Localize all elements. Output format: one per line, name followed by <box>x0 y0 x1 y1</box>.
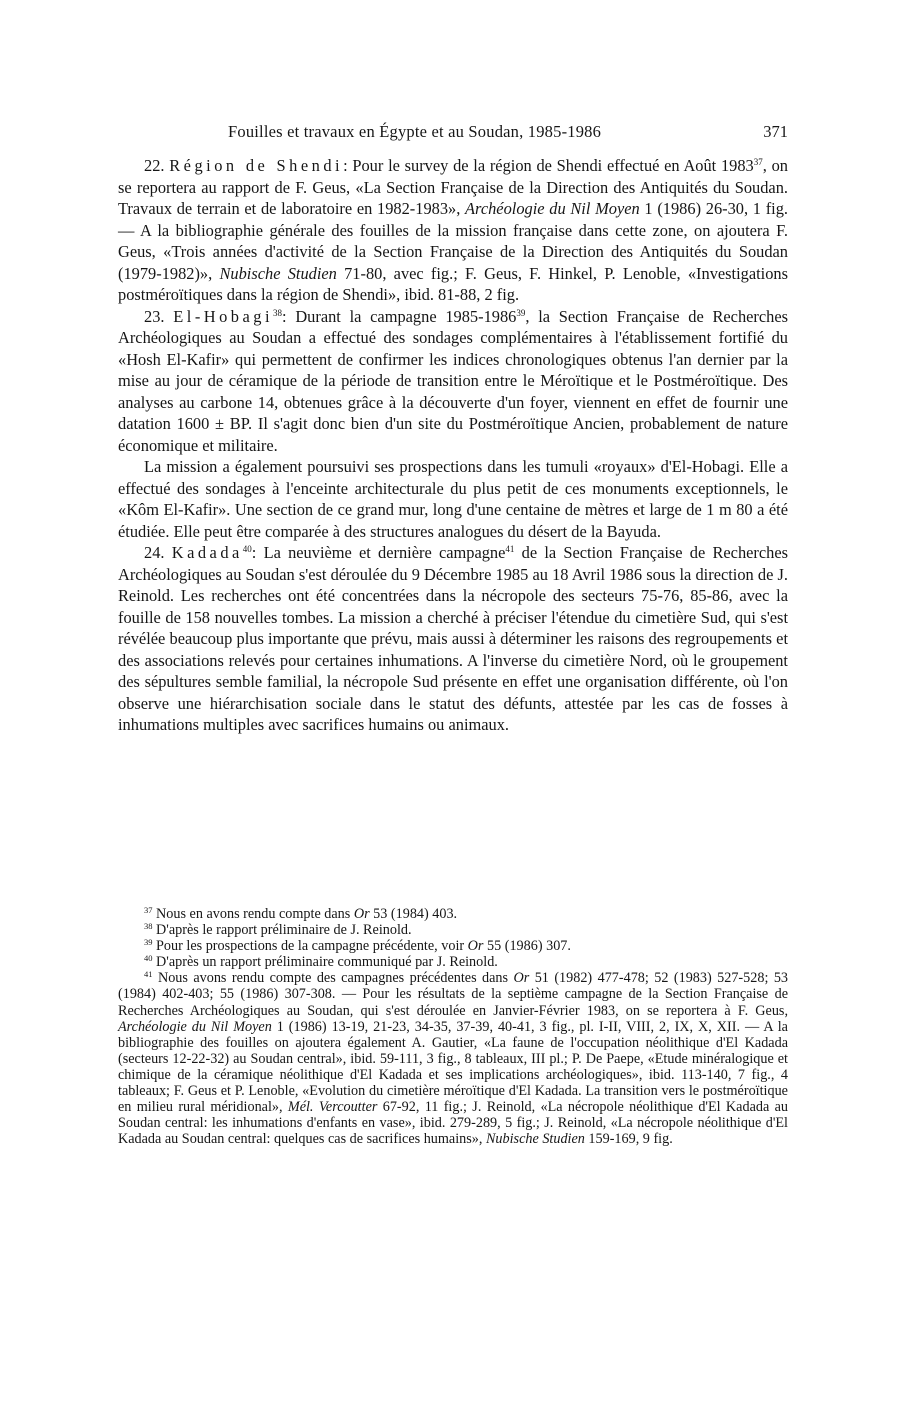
running-title: Fouilles et travaux en Égypte et au Soudan, 1985-1986 <box>228 122 602 141</box>
journal-title: Archéologie du Nil Moyen <box>465 199 640 218</box>
footnote-number: 40 <box>144 953 153 964</box>
footnote-41 <box>118 970 788 1147</box>
section-24-text: : La neuvième et dernière campagne <box>251 543 506 562</box>
footnote-number: 41 <box>144 969 153 980</box>
footnote-text: 55 (1986) 307. <box>483 938 571 955</box>
footnote-38 <box>118 922 788 938</box>
footnote-number: 37 <box>144 905 153 915</box>
section-23-number: 23. <box>144 306 165 326</box>
footnote-text: Nous avons rendu compte des campagnes précédentes dans <box>157 970 514 987</box>
journal-title: Or <box>353 906 370 922</box>
section-23-text: , la Section Française de Recherches Archéologiques au Soudan a effectué des sondages complémentaires à l'établissement fortifié du «Hosh El-Kafir» qui permettent de confirmer les indices chronologiques obtenus l'an dernier par la mise au jour de céramique de la période de transition entre le Méroïtique et le Postméroïtique. Des analyses au carbone 14, obtenues grâce à la découverte d'un foyer, viennent en effet de fournir une datation 1600 ± BP. Il s'agit donc bien d'un site du Postméroïtique Ancien, probablement de nature économique et militaire. <box>118 306 788 455</box>
footnote-text: Pour les prospections de la campagne précédente, voir <box>156 938 468 955</box>
section-24-number: 24. <box>144 543 165 562</box>
section-24-text: de la Section Française de Recherches Archéologiques au Soudan s'est déroulée du 9 Décembre 1985 au 18 Avril 1986 sous la direction de J. Reinold. Les recherches ont été concentrées dans la nécropole des secteurs 75-76, 85-86, avec la fouille de 158 nouvelles tombes. La mission a cherché à préciser l'étendue du cimetière Sud, qui s'est révélée beaucoup plus importante que prévu, mais aussi à déterminer les raisons des regroupements et des associations relevés pour certaines inhumations. A l'inverse du cimetière Nord, où le groupement des sépultures semble familial, la nécropole Sud présente en effet une organisation différente, où l'on observe une hiérarchisation sociale dans le statut des défunts, attestée par les cas de fosses à inhumations multiples avec sacrifices humains ou animaux. <box>118 543 788 734</box>
footnote-37 <box>118 906 788 922</box>
section-24-paragraph <box>118 542 788 736</box>
running-header <box>118 122 788 144</box>
section-23-paragraph <box>118 306 788 457</box>
footnote-ref-39: 39 <box>516 307 526 318</box>
journal-title: Nubische Studien <box>219 263 337 283</box>
section-22-text: 1 (1986) 26-30, 1 fig. — A la bibliographie générale des fouilles de la mission française dans cette zone, on ajoutera F. Geus, «Trois années d'activité de la Section Française de la Direction des Antiquités du Soudan (1979-1982)», <box>118 199 789 283</box>
journal-title: Or <box>467 938 484 955</box>
section-22-text: , on se reportera au rapport de F. Geus, «La Section Française de la Direction des Antiquités du Soudan. Travaux de terrain et de laboratoire en 1982-1983», <box>118 156 788 218</box>
section-22-text: 71-80, avec fig.; F. Geus, F. Hinkel, P. Lenoble, «Investigations postméroïtiques dans la région de Shendi», ibid. 81-88, 2 fig. <box>118 263 789 304</box>
footnote-ref-41: 41 <box>505 544 515 554</box>
footnote-text: 159-169, 9 fig. <box>584 1131 673 1148</box>
footnotes <box>118 906 788 1147</box>
section-22-number: 22. <box>144 156 165 175</box>
footnote-39 <box>118 938 788 954</box>
footnote-text: D'après un rapport préliminaire communiqué par J. Reinold. <box>156 954 498 971</box>
footnote-ref-40: 40 <box>242 544 252 554</box>
footnote-text: 53 (1984) 403. <box>369 906 458 922</box>
footnote-text: D'après le rapport préliminaire de J. Reinold. <box>156 922 412 939</box>
section-23-title: El-Hobagi <box>173 306 274 326</box>
footnote-number: 38 <box>144 921 153 932</box>
section-23-text: : Durant la campagne 1985-1986 <box>282 306 517 326</box>
page-number: 371 <box>763 122 788 141</box>
section-22-text: : Pour le survey de la région de Shendi effectué en Août 1983 <box>343 156 754 175</box>
footnote-text: Nous en avons rendu compte dans <box>156 906 354 922</box>
footnote-40 <box>118 954 788 970</box>
journal-title: Mél. Vercoutter <box>287 1099 378 1116</box>
footnote-text: 51 (1982) 477-478; 52 (1983) 527-528; 53 (1984) 402-403; 55 (1986) 307-308. — Pour les résultats de la septième campagne de la Section Française de Recherches Archéologiques au Soudan, qui s'est déroulée en Janvier-Février 1983, on se reportera à F. Geus, <box>118 970 789 1019</box>
journal-title: Or <box>513 970 530 987</box>
footnote-ref-38: 38 <box>273 307 283 318</box>
footnote-number: 39 <box>144 937 153 948</box>
journal-title: Archéologie du Nil Moyen <box>118 1018 272 1035</box>
section-24-title: Kadada <box>171 543 243 562</box>
footnote-text: 1 (1986) 13-19, 21-23, 34-35, 37-39, 40-41, 3 fig., pl. I-II, VIII, 2, IX, X, XII. — A la bibliographie des fouilles on ajoutera également A. Gautier, «La faune de l'occupation néolithique d'El Kadada (secteurs 12-22-32) au Soudan central», ibid. 59-111, 3 fig., 8 tableaux, III pl.; P. De Paepe, «Etude minéralogique et chimique de la céramique néolithique d'El Kadada et ses implications archéologiques», ibid. 113-140, 7 fig., 4 tableaux; F. Geus et P. Lenoble, «Evolution du cimetière méroïtique d'El Kadada. La transition vers le postméroïtique en milieu rural méridional», <box>118 1018 788 1116</box>
journal-title: Nubische Studien <box>485 1131 585 1148</box>
main-text <box>118 155 788 736</box>
footnote-ref-37: 37 <box>753 157 763 167</box>
footnote-text: 67-92, 11 fig.; J. Reinold, «La nécropole néolithique d'El Kadada au Soudan central: les inhumations d'enfants en vase», ibid. 279-289, 5 fig.; J. Reinold, «La nécropole néolithique d'El Kadada au Soudan central: quelques cas de sacrifices humains», <box>118 1099 788 1148</box>
section-22-title: Région de Shendi <box>169 156 344 175</box>
section-23-paragraph-2: La mission a également poursuivi ses prospections dans les tumuli «royaux» d'El-Hobagi. Elle a effectué des sondages à l'enceinte architecturale du plus petit de ces monuments exceptionnels, le «Kôm El-Kafir». Une section de ce grand mur, long d'une centaine de mètres et large de 1 m 80 a été étudiée. Elle peut être comparée à des structures analogues du désert de la Bayuda. <box>118 457 788 541</box>
section-22-paragraph <box>118 155 788 306</box>
